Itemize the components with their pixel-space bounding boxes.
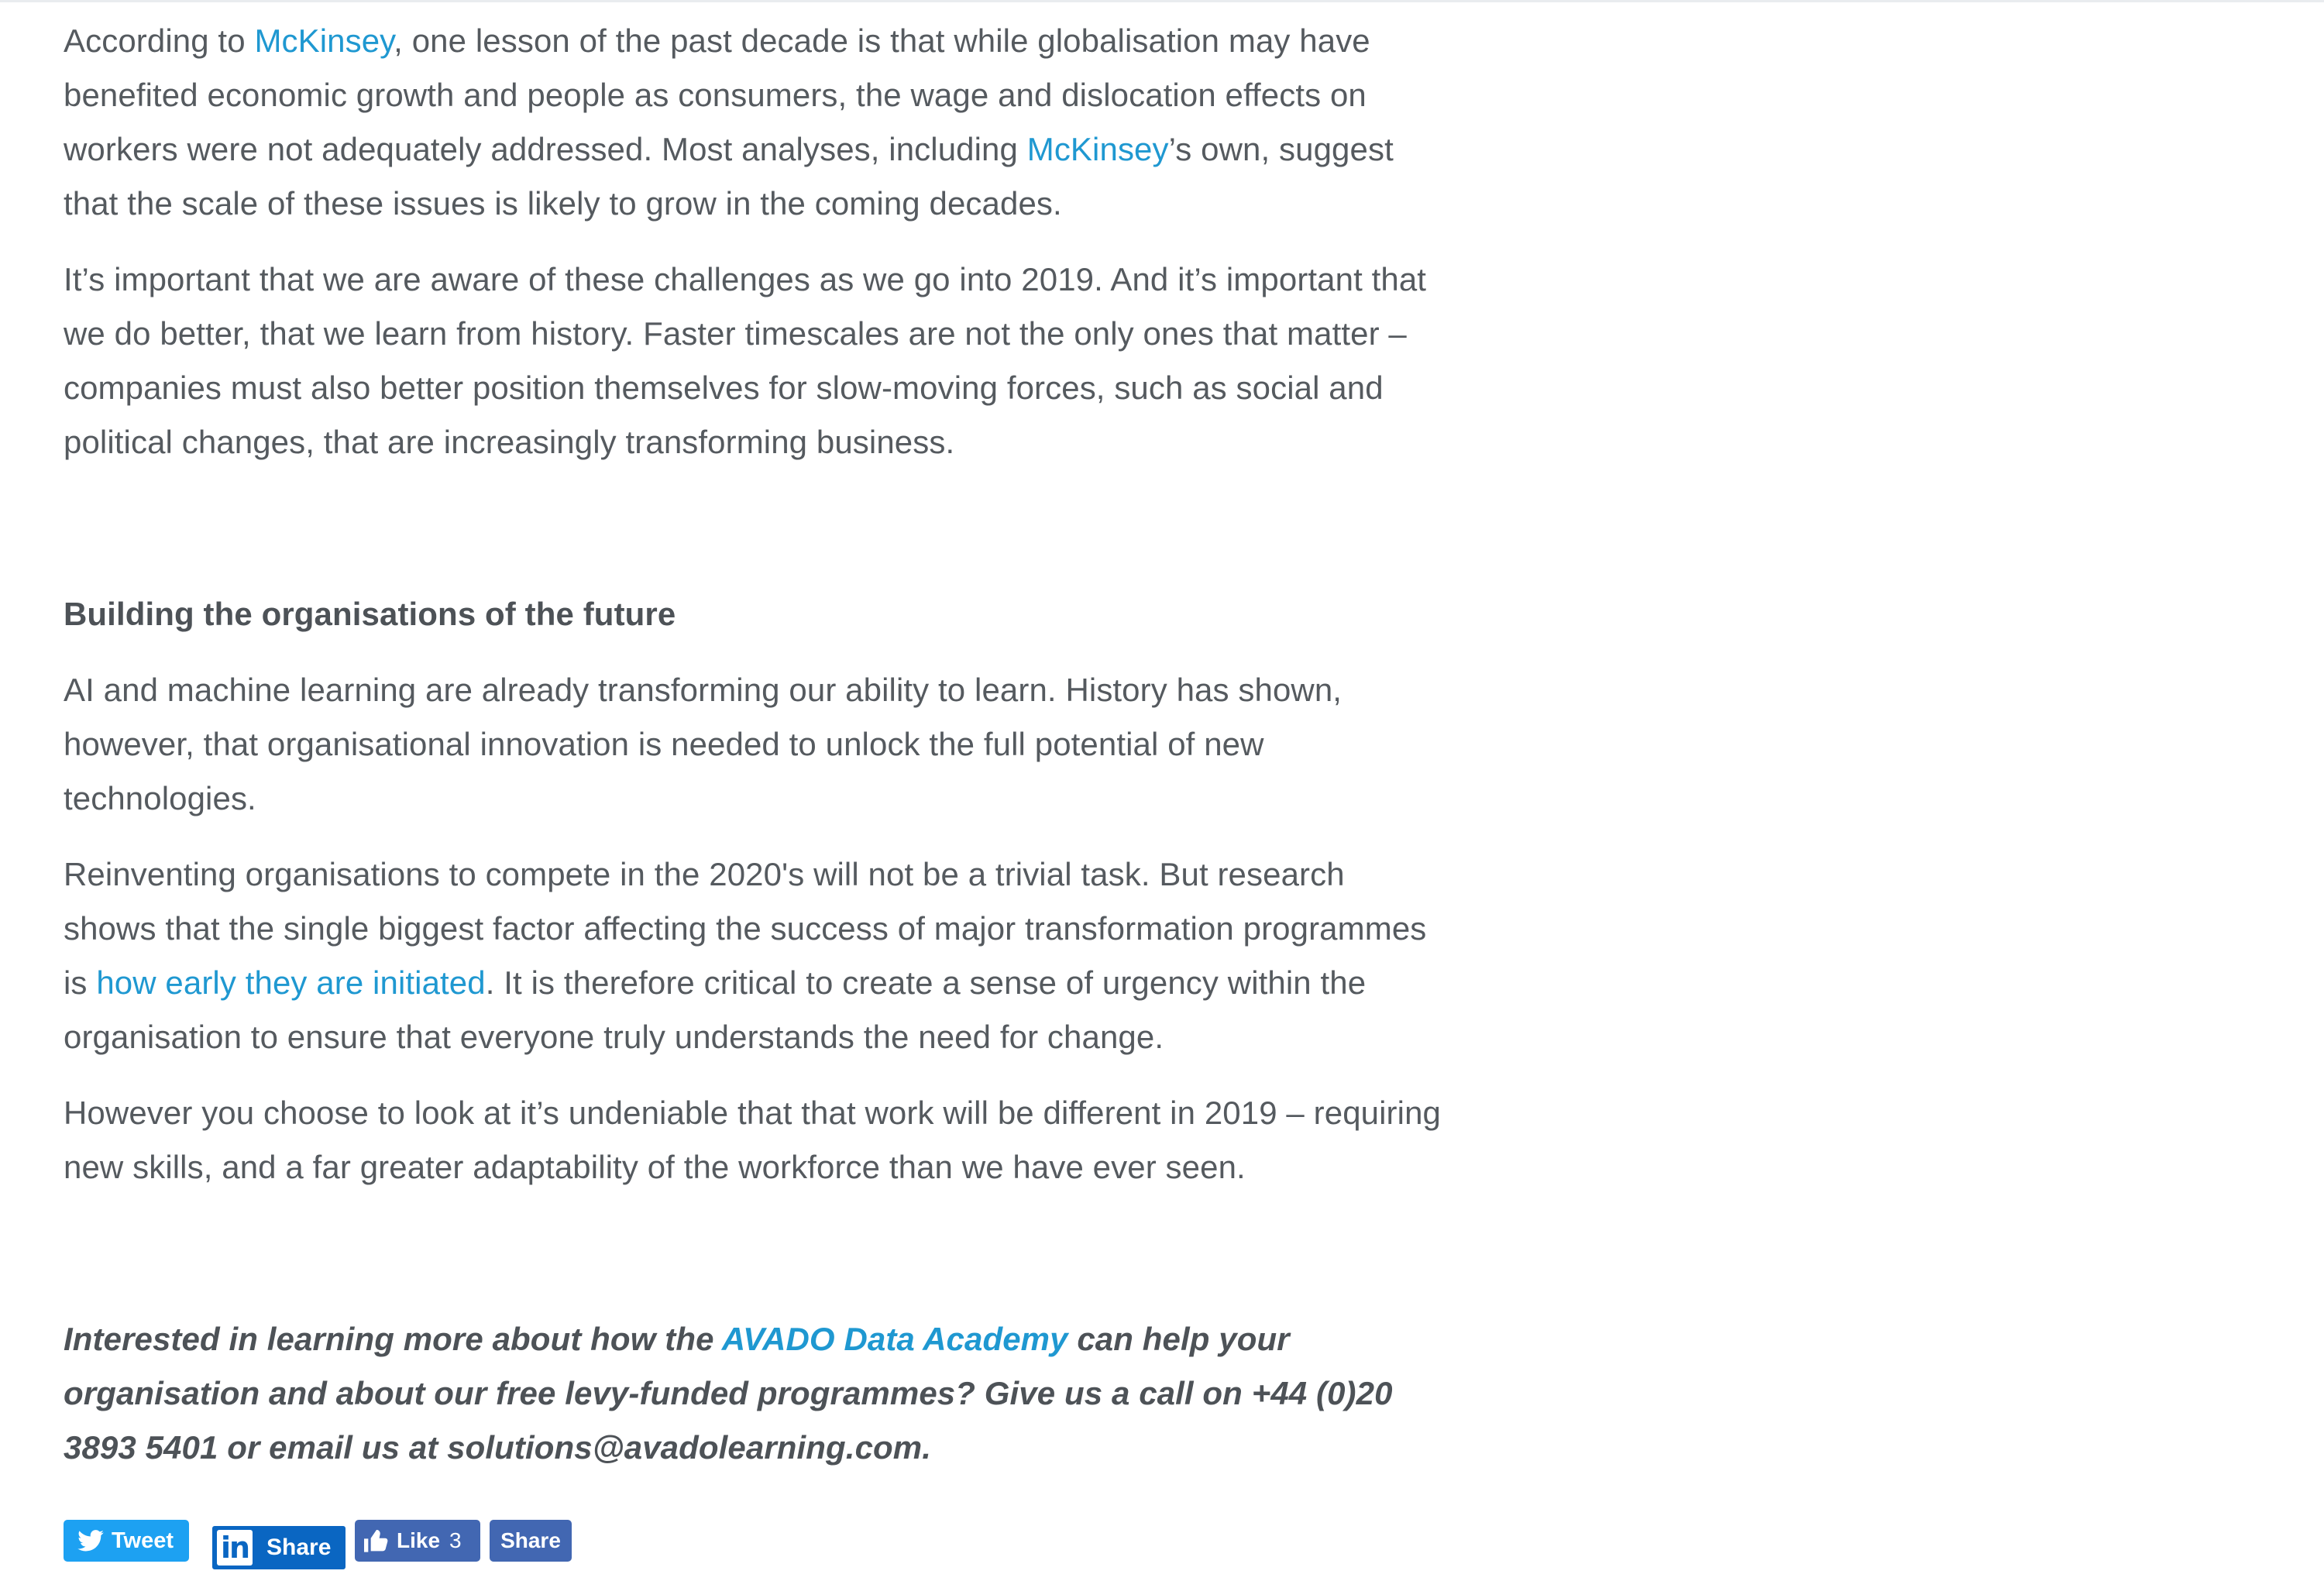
linkedin-share-button[interactable] bbox=[212, 1526, 346, 1569]
linkedin-icon: in bbox=[217, 1530, 253, 1566]
paragraph-mckinsey: According to McKinsey, one lesson of the past decade is that while globalisation may have benefited economic growth and people as consumers, the wage and dislocation effects on workers were not adequately addressed. Most analyses, including McKinsey’s own, suggest that the scale of these issues is likely to grow in the coming decades. bbox=[64, 22, 1394, 222]
facebook-share-label: Share bbox=[500, 1528, 561, 1552]
tweet-label: Tweet bbox=[112, 1528, 174, 1553]
paragraph-conclusion: However you choose to look at it’s undeniable that that work will be different in 2019 – requiring new skills, and a far greater adaptability of the workforce than we have ever seen. bbox=[64, 1095, 1441, 1185]
facebook-share-button[interactable] bbox=[490, 1520, 572, 1562]
tweet-button[interactable] bbox=[64, 1520, 189, 1562]
twitter-bird-icon bbox=[77, 1530, 104, 1552]
paragraph-challenges: It’s important that we are aware of these challenges as we go into 2019. And it’s important that we do better, that we learn from history. Faster timescales are not the only ones that matter – companies must also better position themselves for slow-moving forces, such as social and political changes, that are increasingly transforming business. bbox=[64, 261, 1427, 460]
thumbs-up-icon bbox=[364, 1529, 389, 1552]
avado-data-academy-link[interactable]: AVADO Data Academy bbox=[721, 1321, 1068, 1357]
facebook-like-label: Like bbox=[397, 1528, 441, 1552]
mckinsey-link-2[interactable]: McKinsey bbox=[1026, 131, 1169, 167]
facebook-like-button[interactable] bbox=[355, 1520, 480, 1562]
how-early-link[interactable]: how early they are initiated bbox=[96, 964, 486, 1001]
paragraph-ai: AI and machine learning are already transforming our ability to learn. History has shown, however, that organisational innovation is needed to unlock the full potential of new technologies. bbox=[64, 672, 1342, 816]
paragraph-reinventing: Reinventing organisations to compete in the 2020's will not be a trivial task. But research shows that the single biggest factor affecting the success of major transformation programmes is how early they are initiated. It is therefore critical to create a sense of urgency within the organisation to ensure that everyone truly understands the need for change. bbox=[64, 856, 1427, 1055]
section-spacer bbox=[64, 491, 1442, 587]
mckinsey-link[interactable]: McKinsey bbox=[254, 22, 394, 59]
top-divider bbox=[0, 0, 2324, 2]
facebook-like-count: 3 bbox=[449, 1528, 462, 1552]
linkedin-share-label: Share bbox=[266, 1535, 332, 1560]
section-spacer-2 bbox=[64, 1216, 1442, 1312]
article-body bbox=[64, 14, 1442, 1497]
call-to-action: Interested in learning more about how the AVADO Data Academy can help your organisation and about our free levy-funded programmes? Give us a call on +44 (0)20 3893 5401 or email us at solutions@avadolearning.com. bbox=[64, 1321, 1393, 1466]
section-heading: Building the organisations of the future bbox=[64, 596, 676, 632]
